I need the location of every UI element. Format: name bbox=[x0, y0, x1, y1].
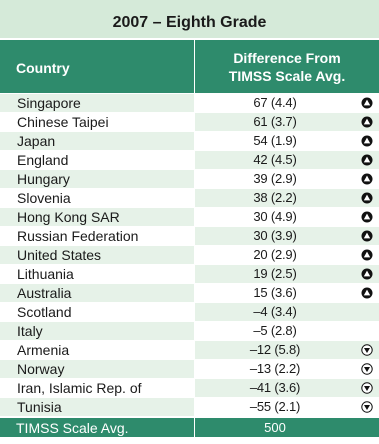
difference-value: 15 (3.6) bbox=[253, 285, 297, 300]
significantly-higher-icon bbox=[361, 192, 373, 204]
table-row bbox=[0, 379, 379, 398]
table-row bbox=[0, 189, 379, 208]
significantly-higher-icon bbox=[361, 116, 373, 128]
column-divider bbox=[194, 265, 195, 283]
difference-value: –4 (3.4) bbox=[253, 304, 297, 319]
column-divider bbox=[194, 360, 195, 378]
country-name: Singapore bbox=[17, 95, 81, 111]
column-divider bbox=[194, 246, 195, 264]
difference-value: 54 (1.9) bbox=[253, 133, 297, 148]
country-name: Tunisia bbox=[17, 399, 62, 415]
country-name: Italy bbox=[17, 323, 43, 339]
table-title: 2007 – Eighth Grade bbox=[112, 14, 267, 31]
significantly-higher-icon bbox=[361, 230, 373, 242]
significantly-lower-icon bbox=[361, 363, 373, 375]
column-divider bbox=[194, 208, 195, 226]
table-row bbox=[0, 303, 379, 322]
significantly-higher-icon bbox=[361, 173, 373, 185]
difference-value: 39 (2.9) bbox=[253, 171, 297, 186]
country-name: England bbox=[17, 152, 69, 168]
significantly-higher-icon bbox=[361, 249, 373, 261]
significantly-higher-icon bbox=[361, 97, 373, 109]
footer-label: TIMSS Scale Avg. bbox=[16, 420, 129, 436]
country-name: Hong Kong SAR bbox=[17, 209, 120, 225]
country-name: Chinese Taipei bbox=[17, 114, 109, 130]
header-difference bbox=[195, 49, 379, 85]
difference-value: –13 (2.2) bbox=[249, 361, 301, 376]
significantly-lower-icon bbox=[361, 401, 373, 413]
significantly-higher-icon bbox=[361, 287, 373, 299]
column-divider bbox=[194, 170, 195, 188]
footer-divider bbox=[194, 418, 195, 437]
table-row bbox=[0, 227, 379, 246]
table-row bbox=[0, 113, 379, 132]
table-row bbox=[0, 341, 379, 360]
difference-value: 30 (3.9) bbox=[253, 228, 297, 243]
column-divider bbox=[194, 227, 195, 245]
difference-value: –12 (5.8) bbox=[249, 342, 301, 357]
table-row bbox=[0, 151, 379, 170]
country-name: Slovenia bbox=[17, 190, 71, 206]
difference-value: 30 (4.9) bbox=[253, 209, 297, 224]
column-divider bbox=[194, 151, 195, 169]
table-row bbox=[0, 170, 379, 189]
country-name: Scotland bbox=[17, 304, 72, 320]
significantly-higher-icon bbox=[361, 268, 373, 280]
table-row bbox=[0, 360, 379, 379]
difference-value: –5 (2.8) bbox=[253, 323, 297, 338]
difference-value: 67 (4.4) bbox=[253, 95, 297, 110]
difference-value: 19 (2.5) bbox=[253, 266, 297, 281]
table-row bbox=[0, 322, 379, 341]
header-difference-line1: Difference From bbox=[233, 50, 341, 66]
column-divider bbox=[194, 132, 195, 150]
country-name: Armenia bbox=[17, 342, 70, 358]
table-row bbox=[0, 208, 379, 227]
country-name: Lithuania bbox=[17, 266, 74, 282]
significantly-lower-icon bbox=[361, 344, 373, 356]
column-divider bbox=[194, 189, 195, 207]
table-row bbox=[0, 265, 379, 284]
table-row bbox=[0, 94, 379, 113]
column-divider bbox=[194, 303, 195, 321]
significantly-higher-icon bbox=[361, 211, 373, 223]
difference-value: 20 (2.9) bbox=[253, 247, 297, 262]
header-country: Country bbox=[16, 60, 70, 76]
column-divider bbox=[194, 284, 195, 302]
column-divider bbox=[194, 94, 195, 112]
difference-value: 38 (2.2) bbox=[253, 190, 297, 205]
header-difference-line2: TIMSS Scale Avg. bbox=[228, 68, 346, 84]
difference-value: –41 (3.6) bbox=[249, 380, 301, 395]
country-name: Iran, Islamic Rep. of bbox=[17, 380, 142, 396]
table-row bbox=[0, 132, 379, 151]
country-name: Japan bbox=[17, 133, 56, 149]
difference-value: 42 (4.5) bbox=[253, 152, 297, 167]
table-row bbox=[0, 398, 379, 417]
column-divider bbox=[194, 379, 195, 397]
column-divider bbox=[194, 341, 195, 359]
footer-value: 500 bbox=[264, 420, 286, 435]
difference-value: –55 (2.1) bbox=[249, 399, 301, 414]
country-name: Norway bbox=[17, 361, 65, 377]
country-name: Hungary bbox=[17, 171, 70, 187]
table-row bbox=[0, 246, 379, 265]
table-body bbox=[0, 94, 379, 417]
significantly-lower-icon bbox=[361, 382, 373, 394]
country-name: United States bbox=[17, 247, 102, 263]
column-divider bbox=[194, 322, 195, 340]
difference-value: 61 (3.7) bbox=[253, 114, 297, 129]
table-row bbox=[0, 284, 379, 303]
significantly-higher-icon bbox=[361, 154, 373, 166]
column-divider bbox=[194, 113, 195, 131]
country-name: Russian Federation bbox=[17, 228, 139, 244]
row-divider bbox=[0, 416, 379, 417]
column-divider bbox=[194, 398, 195, 416]
country-name: Australia bbox=[17, 285, 72, 301]
significantly-higher-icon bbox=[361, 135, 373, 147]
